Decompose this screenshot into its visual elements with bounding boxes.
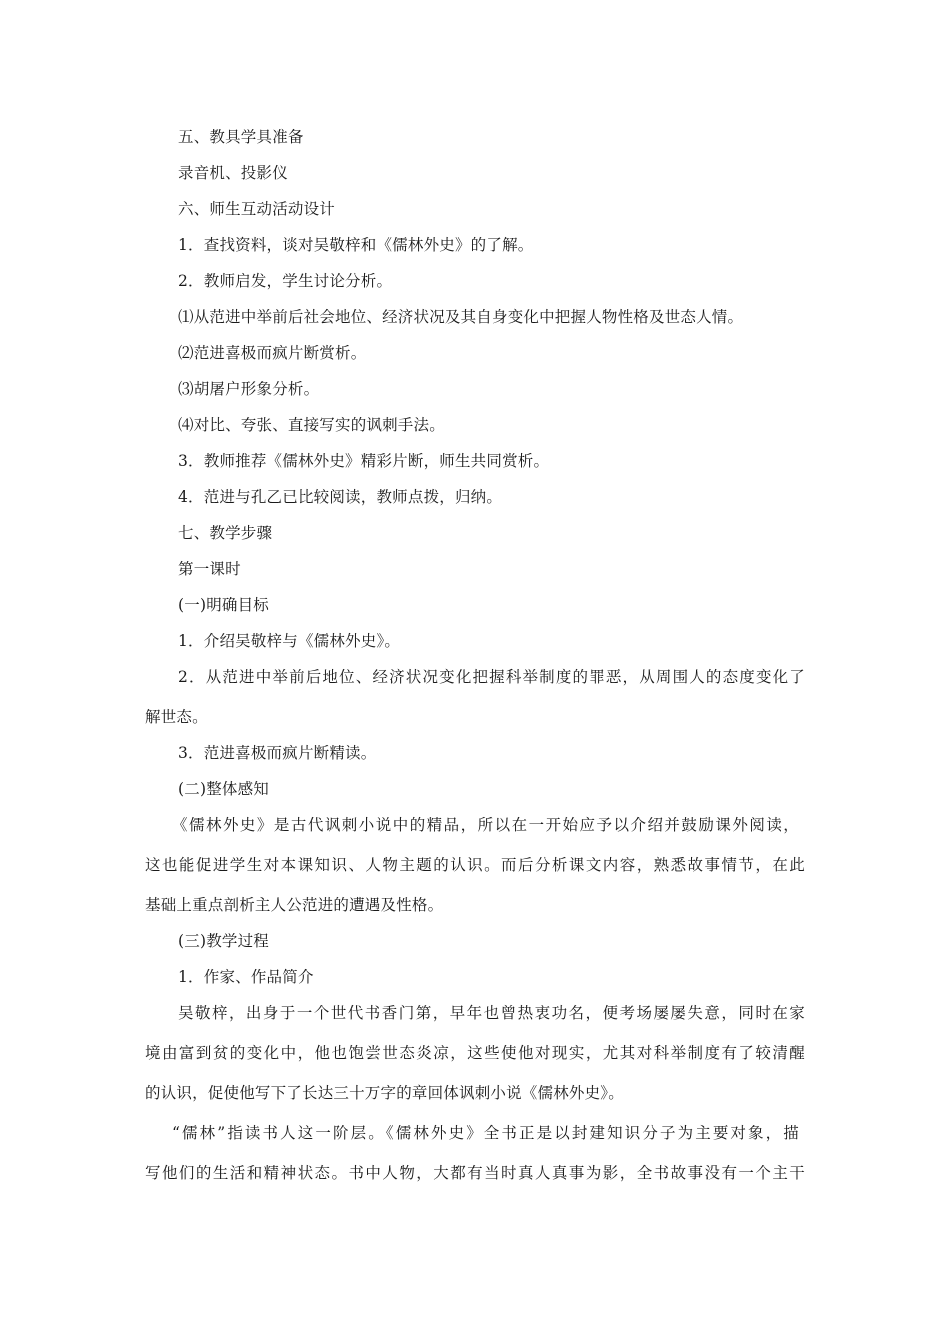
paragraph-line: “儒林”指读书人这一阶层。《儒林外史》全书正是以封建知识分子为主要对象，描 (172, 1124, 799, 1142)
text-line: ⑷对比、夸张、直接写实的讽刺手法。 (178, 416, 445, 434)
text-line: 1．作家、作品简介 (178, 968, 314, 986)
paragraph-line: 基础上重点剖析主人公范进的遭遇及性格。 (145, 896, 444, 914)
text-line: 解世态。 (145, 708, 208, 726)
subsection-heading: (一)明确目标 (178, 596, 269, 614)
lesson-heading: 第一课时 (178, 560, 241, 578)
text-line: 1．介绍吴敬梓与《儒林外史》。 (178, 632, 401, 650)
text-line: 3．教师推荐《儒林外史》精彩片断，师生共同赏析。 (178, 452, 550, 470)
subsection-heading: (二)整体感知 (178, 780, 269, 798)
text-line: ⑵范进喜极而疯片断赏析。 (178, 344, 367, 362)
text-line: 1．查找资料，谈对吴敬梓和《儒林外史》的了解。 (178, 236, 534, 254)
section-heading-7: 七、教学步骤 (178, 524, 273, 542)
text-line: 2．从范进中举前后地位、经济状况变化把握科举制度的罪恶，从周围人的态度变化了 (178, 668, 805, 686)
text-line: ⑶胡屠户形象分析。 (178, 380, 320, 398)
paragraph-line: 这也能促进学生对本课知识、人物主题的认识。而后分析课文内容，熟悉故事情节，在此 (145, 856, 805, 874)
paragraph-line: 的认识，促使他写下了长达三十万字的章回体讽刺小说《儒林外史》。 (145, 1084, 624, 1102)
paragraph-line: 吴敬梓，出身于一个世代书香门第，早年也曾热衷功名，便考场屡屡失意，同时在家 (178, 1004, 805, 1022)
text-line: ⑴从范进中举前后社会地位、经济状况及其自身变化中把握人物性格及世态人情。 (178, 308, 744, 326)
subsection-heading: (三)教学过程 (178, 932, 269, 950)
text-line: 4．范进与孔乙已比较阅读，教师点拨，归纳。 (178, 488, 503, 506)
text-line: 录音机、投影仪 (178, 164, 288, 182)
paragraph-line: 境由富到贫的变化中，他也饱尝世态炎凉，这些使他对现实，尤其对科举制度有了较清醒 (145, 1044, 805, 1062)
paragraph-line: 写他们的生活和精神状态。书中人物，大都有当时真人真事为影，全书故事没有一个主干 (145, 1164, 805, 1182)
text-line: 3．范进喜极而疯片断精读。 (178, 744, 377, 762)
text-line: 2．教师启发，学生讨论分析。 (178, 272, 393, 290)
paragraph-line: 《儒林外史》是古代讽刺小说中的精品，所以在一开始应予以介绍并鼓励课外阅读， (172, 816, 799, 834)
section-heading-6: 六、师生互动活动设计 (178, 200, 336, 218)
section-heading-5: 五、教具学具准备 (178, 128, 304, 146)
